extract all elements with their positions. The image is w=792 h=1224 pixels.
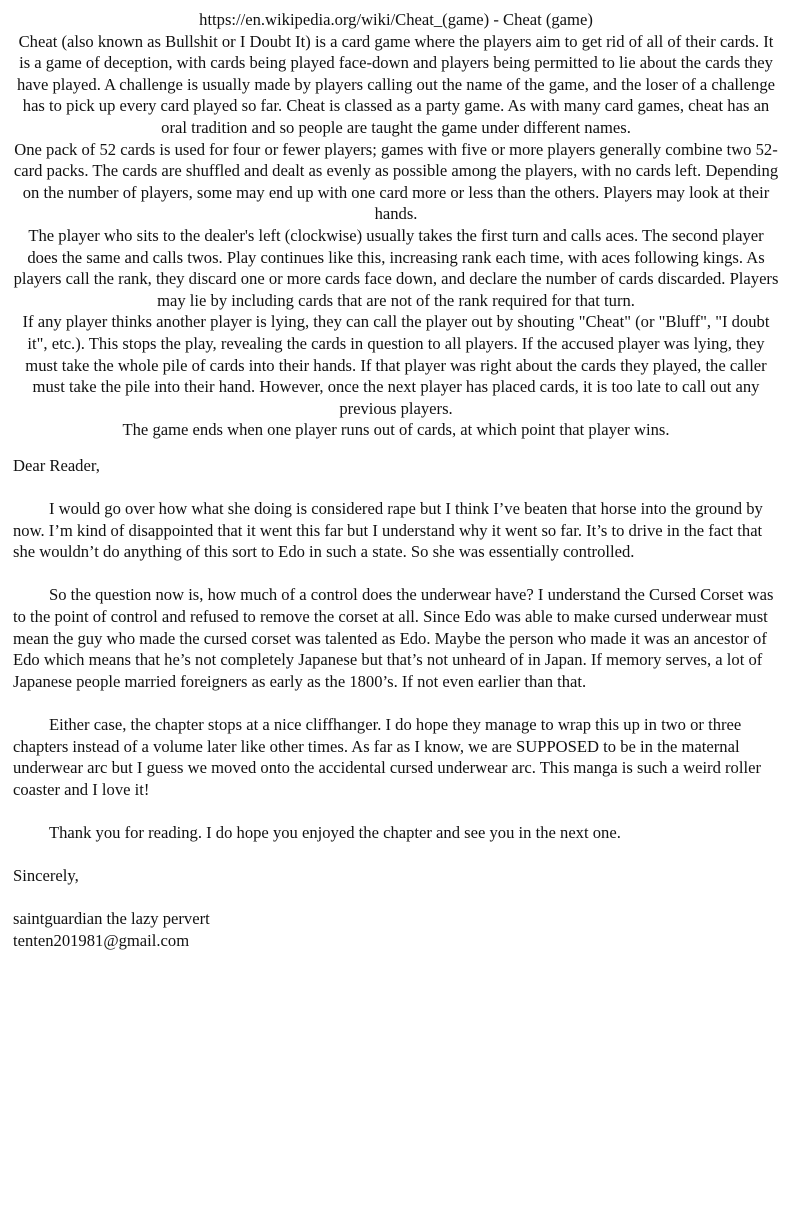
wiki-paragraph: The game ends when one player runs out of cards, at which point that player wins.: [122, 420, 670, 440]
letter-paragraph: I would go over how what she doing is considered rape but I think I’ve beaten that horse into the ground by now. I’m kind of disappointed that it went this far but I understand why it went so far. It’s to drive in the fact that she wouldn’t do anything of this sort to Edo in such a state. So she was essentially controlled.: [13, 499, 763, 562]
letter-paragraph: So the question now is, how much of a control does the underwear have? I understand the Cursed Corset was to the point of control and refused to remove the corset at all. Since Edo was able to make cursed underwear must mean the guy who made the cursed corset was talented as Edo. Maybe the person who made it was an ancestor of Edo which means that he’s not completely Japanese but that’s not unheard of in Japan. If memory serves, a lot of Japanese people married foreigners as early as the 1800’s. If not even earlier than that.: [13, 585, 774, 691]
wiki-paragraph: If any player thinks another player is lying, they can call the player out by shouting "Cheat" (or "Bluff", "I doubt it", etc.). This stops the play, revealing the cards in question to all players. If the accused player was lying, they must take the whole pile of cards into their hands. If that player was right about the cards they played, the caller must take the pile into their hand. However, once the next player has placed cards, it is too late to call out any previous players.: [22, 312, 770, 418]
source-line: [13, 9, 779, 31]
letter-greeting: Dear Reader,: [13, 455, 100, 475]
letter: [13, 455, 779, 952]
source-title: Cheat (game): [503, 10, 593, 29]
wiki-paragraph: Cheat (also known as Bullshit or I Doubt It) is a card game where the players aim to get rid of all of their cards. It is a game of deception, with cards being played face-down and players being permitted to lie about the cards they have played. A challenge is usually made by players calling out the name of the game, and the loser of a challenge has to pick up every card played so far. Cheat is classed as a party game. As with many card games, cheat has an oral tradition and so people are taught the game under different names.: [17, 31, 775, 137]
signature-email: tenten201981@gmail.com: [13, 930, 190, 950]
wiki-paragraph: One pack of 52 cards is used for four or fewer players; games with five or more players generally combine two 52-card packs. The cards are shuffled and dealt as evenly as possible among the players, with no cards left. Depending on the number of players, some may end up with one card more or less than the others. Players may look at their hands.: [13, 139, 779, 224]
letter-closing: Sincerely,: [13, 866, 79, 886]
source-url: https://en.wikipedia.org/wiki/Cheat_(game): [199, 10, 490, 29]
wiki-excerpt: [13, 9, 779, 441]
wiki-paragraph: The player who sits to the dealer's left (clockwise) usually takes the first turn and calls aces. The second player does the same and calls twos. Play continues like this, increasing rank each time, with aces following kings. As players call the rank, they discard one or more cards face down, and declare the number of cards discarded. Players may lie by including cards that are not of the rank required for that turn.: [13, 225, 779, 310]
signature: [13, 908, 779, 951]
letter-paragraph: Either case, the chapter stops at a nice cliffhanger. I do hope they manage to wrap this up in two or three chapters instead of a volume later like other times. As far as I know, we are SUPPOSED to be in the maternal underwear arc but I guess we moved onto the accidental cursed underwear arc. This manga is such a weird roller coaster and I love it!: [13, 715, 761, 799]
document-page: [13, 9, 779, 952]
letter-paragraph: Thank you for reading. I do hope you enjoyed the chapter and see you in the next one.: [49, 822, 621, 842]
source-separator: -: [489, 10, 503, 29]
signature-name: saintguardian the lazy pervert: [13, 909, 210, 929]
